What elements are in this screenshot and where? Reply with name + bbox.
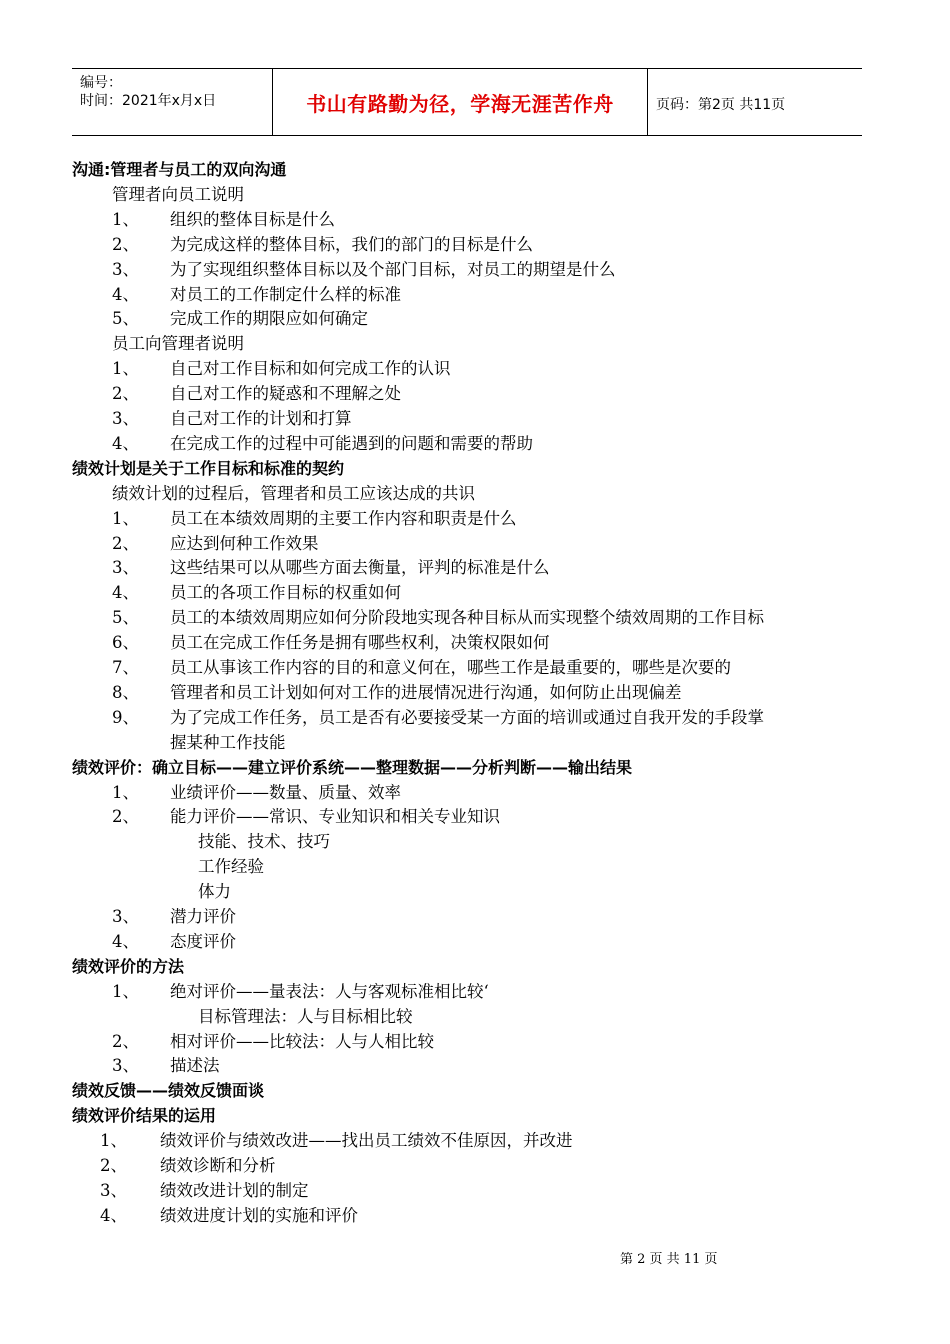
line-text: 目标管理法：人与目标相比较 bbox=[198, 1006, 413, 1026]
list-number: 1、 bbox=[112, 508, 139, 528]
line-text: 为完成这样的整体目标，我们的部门的目标是什么 bbox=[170, 234, 533, 254]
section-heading-text: 绩效计划是关于工作目标和标准的契约 bbox=[72, 458, 345, 478]
line-text: 能力评价——常识、专业知识和相关专业知识 bbox=[170, 807, 500, 827]
line-text: 员工向管理者说明 bbox=[112, 334, 244, 354]
section-heading-text: 绩效评价的方法 bbox=[72, 956, 185, 976]
line-text: 相对评价——比较法：人与人相比较 bbox=[170, 1031, 434, 1051]
line-text: 员工的本绩效周期应如何分阶段地实现各种目标从而实现整个绩效周期的工作目标 bbox=[170, 608, 764, 628]
list-number: 2、 bbox=[112, 234, 139, 254]
line-text: 业绩评价——数量、质量、效率 bbox=[170, 782, 401, 802]
line-text: 自己对工作的计划和打算 bbox=[170, 409, 352, 428]
header-page-info: 页码：第2页 共11页 bbox=[656, 97, 786, 113]
list-number: 3、 bbox=[100, 1180, 127, 1200]
line-text: 绩效计划的过程后，管理者和员工应该达成的共识 bbox=[112, 483, 475, 503]
line-text: 员工在本绩效周期的主要工作内容和职责是什么 bbox=[170, 508, 517, 528]
header-motto: 书山有路勤为径，学海无涯苦作舟 bbox=[306, 92, 614, 116]
list-number: 1、 bbox=[112, 981, 139, 1001]
section-heading-text: 沟通:管理者与员工的双向沟通 bbox=[72, 160, 287, 179]
list-number: 1、 bbox=[112, 782, 139, 802]
line-text: 管理者和员工计划如何对工作的进展情况进行沟通，如何防止出现偏差 bbox=[170, 682, 682, 702]
header-divider-2 bbox=[647, 69, 648, 136]
line-text: 态度评价 bbox=[170, 931, 236, 951]
document-date: 时间：2021年x月x日 bbox=[80, 93, 217, 109]
line-text: 完成工作的期限应如何确定 bbox=[170, 309, 368, 329]
line-text: 员工在完成工作任务是拥有哪些权利，决策权限如何 bbox=[170, 633, 550, 653]
list-number: 1、 bbox=[112, 359, 139, 379]
list-number: 2、 bbox=[112, 807, 139, 827]
header-top-border bbox=[72, 68, 862, 69]
list-number: 2、 bbox=[112, 384, 139, 404]
list-number: 4、 bbox=[112, 433, 139, 453]
line-text: 工作经验 bbox=[198, 857, 264, 877]
section-heading-text: 绩效评价：确立目标——建立评价系统——整理数据——分析判断——输出结果 bbox=[72, 757, 633, 777]
list-number: 3、 bbox=[112, 259, 139, 279]
list-number: 5、 bbox=[112, 309, 139, 329]
line-text: 在完成工作的过程中可能遇到的问题和需要的帮助 bbox=[170, 433, 533, 453]
line-text: 绩效改进计划的制定 bbox=[160, 1180, 309, 1200]
list-number: 7、 bbox=[112, 658, 139, 677]
list-number: 4、 bbox=[100, 1205, 127, 1225]
line-text: 这些结果可以从哪些方面去衡量，评判的标准是什么 bbox=[170, 558, 550, 578]
list-number: 3、 bbox=[112, 907, 139, 926]
list-number: 2、 bbox=[112, 533, 139, 553]
line-text: 员工的各项工作目标的权重如何 bbox=[170, 583, 401, 603]
line-text: 描述法 bbox=[170, 1056, 220, 1076]
list-number: 6、 bbox=[112, 633, 139, 653]
list-number: 3、 bbox=[112, 558, 139, 578]
list-number: 2、 bbox=[112, 1031, 139, 1051]
line-text: 绝对评价——量表法：人与客观标准相比较‘ bbox=[170, 981, 489, 1001]
list-number: 9、 bbox=[112, 707, 139, 727]
line-text: 绩效评价与绩效改进——找出员工绩效不佳原因，并改进 bbox=[160, 1131, 573, 1151]
list-number: 5、 bbox=[112, 608, 139, 628]
list-number: 1、 bbox=[100, 1131, 127, 1151]
line-text: 自己对工作的疑惑和不理解之处 bbox=[170, 384, 401, 404]
line-text: 技能、技术、技巧 bbox=[198, 832, 330, 852]
line-text: 握某种工作技能 bbox=[170, 732, 286, 752]
list-number: 8、 bbox=[112, 682, 139, 702]
section-heading-text: 绩效评价结果的运用 bbox=[72, 1106, 217, 1126]
line-text: 组织的整体目标是什么 bbox=[170, 209, 335, 229]
list-number: 3、 bbox=[112, 409, 139, 428]
line-text: 对员工的工作制定什么样的标准 bbox=[170, 284, 401, 304]
document-number-label: 编号： bbox=[80, 75, 122, 91]
list-number: 4、 bbox=[112, 931, 139, 951]
line-text: 管理者向员工说明 bbox=[112, 184, 244, 204]
line-text: 为了实现组织整体目标以及个部门目标，对员工的期望是什么 bbox=[170, 259, 616, 279]
line-text: 绩效进度计划的实施和评价 bbox=[160, 1205, 358, 1225]
section-heading-text: 绩效反馈——绩效反馈面谈 bbox=[72, 1081, 265, 1101]
line-text: 潜力评价 bbox=[170, 907, 236, 926]
page-footer: 第 2 页 共 11 页 bbox=[620, 1252, 718, 1267]
list-number: 2、 bbox=[100, 1156, 127, 1175]
line-text: 为了完成工作任务，员工是否有必要接受某一方面的培训或通过自我开发的手段掌 bbox=[170, 707, 764, 727]
line-text: 体力 bbox=[198, 882, 231, 902]
line-text: 员工从事该工作内容的目的和意义何在，哪些工作是最重要的，哪些是次要的 bbox=[170, 658, 731, 677]
list-number: 4、 bbox=[112, 284, 139, 304]
header-bottom-border bbox=[72, 135, 862, 136]
list-number: 1、 bbox=[112, 209, 139, 229]
list-number: 4、 bbox=[112, 583, 139, 603]
list-number: 3、 bbox=[112, 1056, 139, 1076]
line-text: 自己对工作目标和如何完成工作的认识 bbox=[170, 359, 451, 379]
line-text: 绩效诊断和分析 bbox=[160, 1156, 276, 1175]
line-text: 应达到何种工作效果 bbox=[170, 533, 319, 553]
